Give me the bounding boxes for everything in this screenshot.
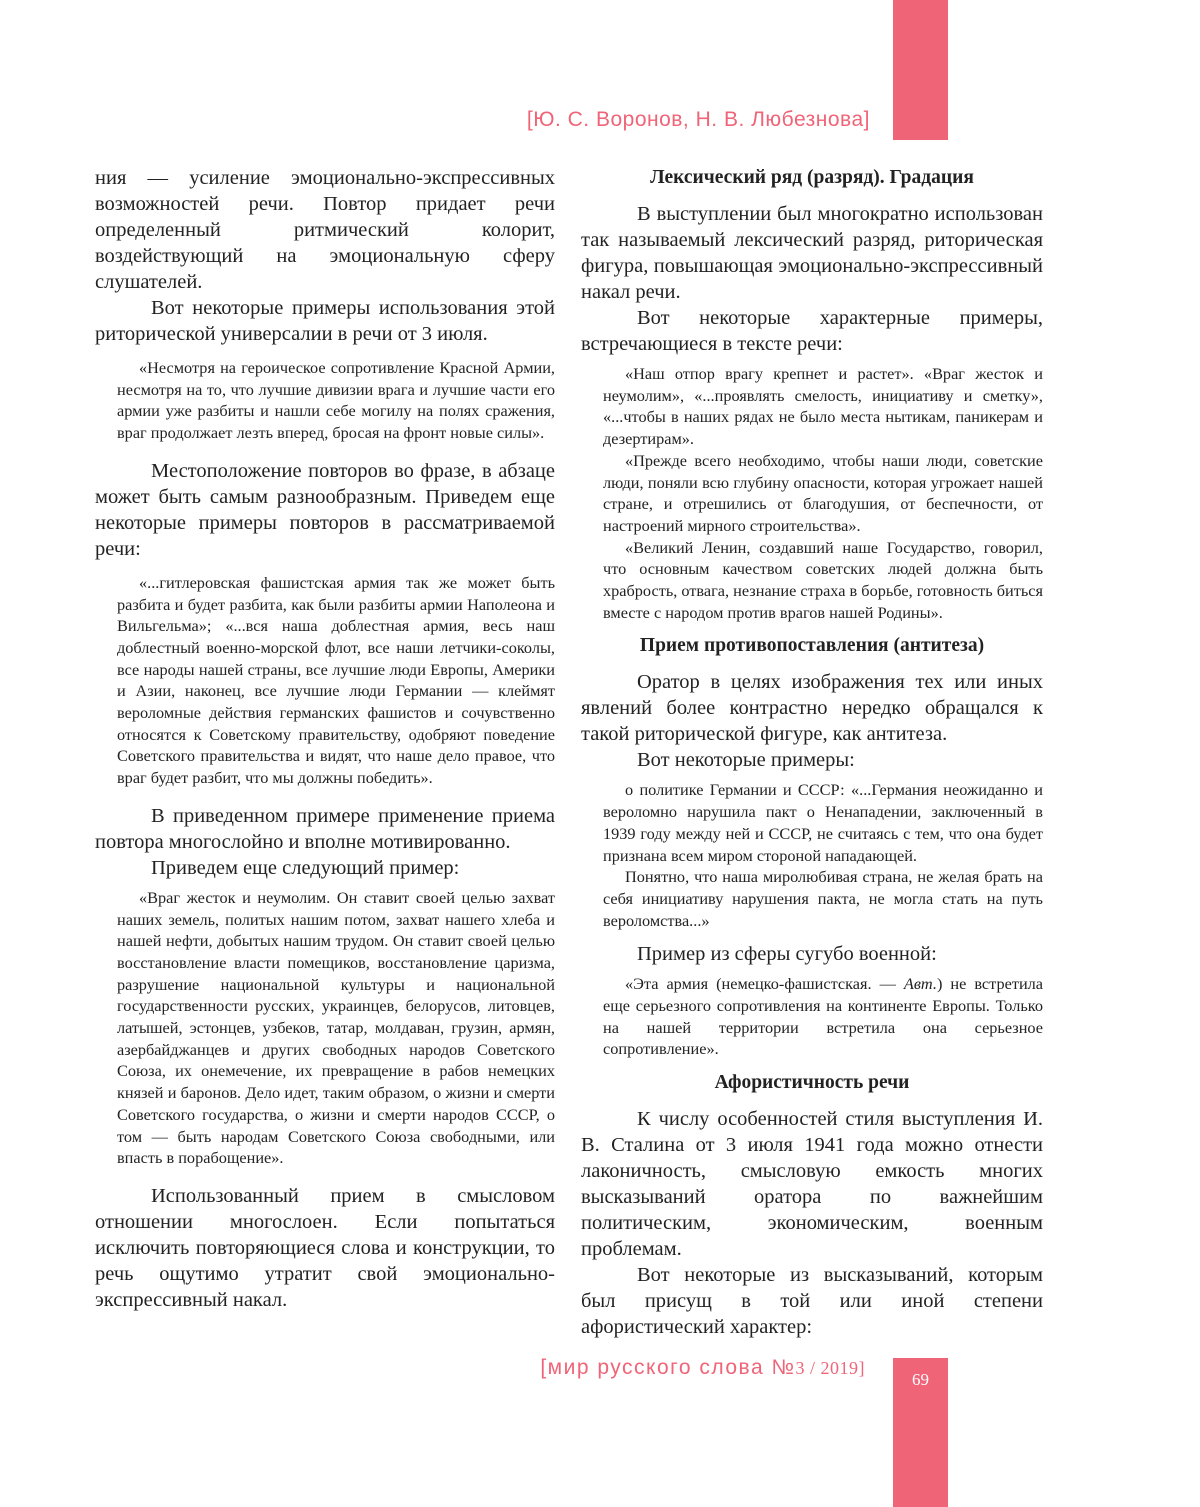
left-column (95, 165, 555, 1313)
author-note: Авт. (903, 974, 937, 994)
paragraph: Вот некоторые примеры: (637, 749, 855, 772)
quotation (581, 363, 1043, 450)
page-number: 69 (912, 1370, 929, 1389)
paragraph: ния — усиление эмоционально-экспрессивных возможностей речи. Повтор придает речи определенный ритмический колорит, воздействующий на эмоциональную сферу слушателей. (95, 167, 555, 293)
quotation (95, 572, 555, 789)
running-footer-journal (540, 1356, 865, 1380)
paragraph: Вот некоторые примеры использования этой риторической универсалии в речи от 3 июля. (95, 297, 555, 345)
right-column (581, 165, 1043, 1340)
quotation-text: «...гитлеровская фашистская армия так же может быть разбита и будет разбита, как были разбиты армии Наполеона и Вильгельма»; «...вся наша доблестная армия, весь наш доблестный военно-морской флот, все наши летчики-соколы, все народы нашей страны, все лучшие люди Европы, Америки и Азии, наконец, все лучшие люди Германии — клеймят вероломные действия германских фашистов и сочувственно относятся к Советскому правительству, одобряют поведение Советского правительства и видят, что наше дело правое, что враг будет разбит, что мы должны победить». (117, 572, 555, 788)
paragraph: Вот некоторые из высказываний, которым был присущ в той или иной степени афористический характер: (581, 1264, 1043, 1339)
quotation (581, 973, 1043, 1060)
running-header-authors: [Ю. С. Воронов, Н. В. Любезнова] (526, 108, 870, 131)
quotation-text: «Великий Ленин, создавший наше Государство, говорил, что основным качеством советских людей должна быть храбрость, отвага, незнание страха в борьбе, готовность биться вместе с народом против врагов нашей Родины». (603, 537, 1043, 622)
paragraph: Использованный прием в смысловом отношении многослоен. Если попытаться исключить повторяющиеся слова и конструкции, то речь ощутимо утратит свой эмоционально-экспрессивный накал. (95, 1184, 555, 1311)
quotation-text: Понятно, что наша миролюбивая страна, не желая брать на себя инициативу нарушения пакта, не могла стать на путь вероломства...» (603, 867, 1043, 930)
quotation-text: «Прежде всего необходимо, чтобы наши люди, советские люди, поняли всю глубину опасности, которая угрожает нашей стране, и отрешились от благодушия, от беспечности, от настроений мирного строительства». (603, 450, 1043, 535)
journal-title: [мир русского слова № (540, 1356, 796, 1379)
section-heading: Афористичность речи (714, 1072, 910, 1094)
paragraph: Пример из сферы сугубо военной: (637, 943, 937, 966)
paragraph: В приведенном примере применение приема повтора многослойно и вполне мотивированно. (95, 804, 555, 853)
quotation-text: «Наш отпор врагу крепнет и растет». «Враг жесток и неумолим», «...проявлять смелость, инициативу и сметку», «...чтобы в наших рядах не было места нытикам, паникерам и дезертирам». (603, 364, 1043, 449)
quotation-text: о политике Германии и СССР: «...Германия неожиданно и вероломно нарушила пакт о Ненападении, заключенный в 1939 году между ней и СССР, не считаясь с тем, что она будет признана всем миром стороной нападающей. (603, 780, 1043, 865)
paragraph: Оратор в целях изображения тех или иных явлений более контрастно нередко обращался к такой риторической фигуре, как антитеза. (581, 671, 1043, 746)
section-heading: Прием противопоставления (антитеза) (639, 635, 985, 657)
paragraph: Вот некоторые характерные примеры, встречающиеся в тексте речи: (581, 307, 1043, 355)
paragraph: Приведем еще следующий пример: (151, 856, 460, 879)
section-heading: Лексический ряд (разряд). Градация (650, 167, 974, 188)
quotation-text: «Несмотря на героическое сопротивление Красной Армии, несмотря на то, что лучшие дивизии врага и лучшие части его армии уже разбиты и нашли себе могилу на полях сражения, враг продолжает лезть вперед, бросая на фронт новые силы». (117, 358, 555, 443)
quotation-text (581, 973, 1043, 1060)
quotation (581, 866, 1043, 931)
quotation-part: «Эта армия (немецко-фашистская. — (625, 974, 904, 994)
paragraph: В выступлении был многократно использован так называемый лексический разряд, риторическая фигура, повышающая эмоционально-экспрессивный накал речи. (581, 203, 1043, 303)
quotation-text: «Враг жесток и неумолим. Он ставит своей целью захват наших земель, политых нашим потом, захват нашего хлеба и нашей нефти, добытых нашим трудом. Он ставит своей целью восстановление власти помещиков, восстановление царизма, разрушение национальной культуры и национальной государственности русских, украинцев, белорусов, литовцев, латышей, эстонцев, узбеков, татар, молдаван, грузин, армян, азербайджанцев и других свободных народов Советского Союза, их онемечение, их превращение в рабов немецких князей и баронов. Дело идет, таким образом, о жизни и смерти Советского государства, о жизни и смерти народов СССР, о том — быть народам Советского Союза свободными, или впасть в порабощение». (117, 887, 555, 1168)
quotation (95, 887, 555, 1169)
paragraph: Местоположение повторов во фразе, в абзаце может быть самым разнообразным. Приведем еще некоторые примеры повторов в рассматриваемой речи: (95, 459, 555, 560)
quotation (581, 537, 1043, 624)
quotation (581, 779, 1043, 866)
paragraph: К числу особенностей стиля выступления И. В. Сталина от 3 июля 1941 года можно отнести лаконичность, смысловую емкость многих высказываний оратора по важнейшим политическим, экономическим, военным проблемам. (581, 1108, 1043, 1261)
quotation-part: ) не встретила еще серьезного сопротивления на континенте Европы. Только на нашей территории встретила она серьезное сопротивление». (603, 974, 1044, 1059)
quotation (581, 450, 1043, 537)
journal-issue: 3 / 2019] (795, 1358, 865, 1378)
quotation (95, 357, 555, 444)
top-accent-bar (893, 0, 948, 140)
